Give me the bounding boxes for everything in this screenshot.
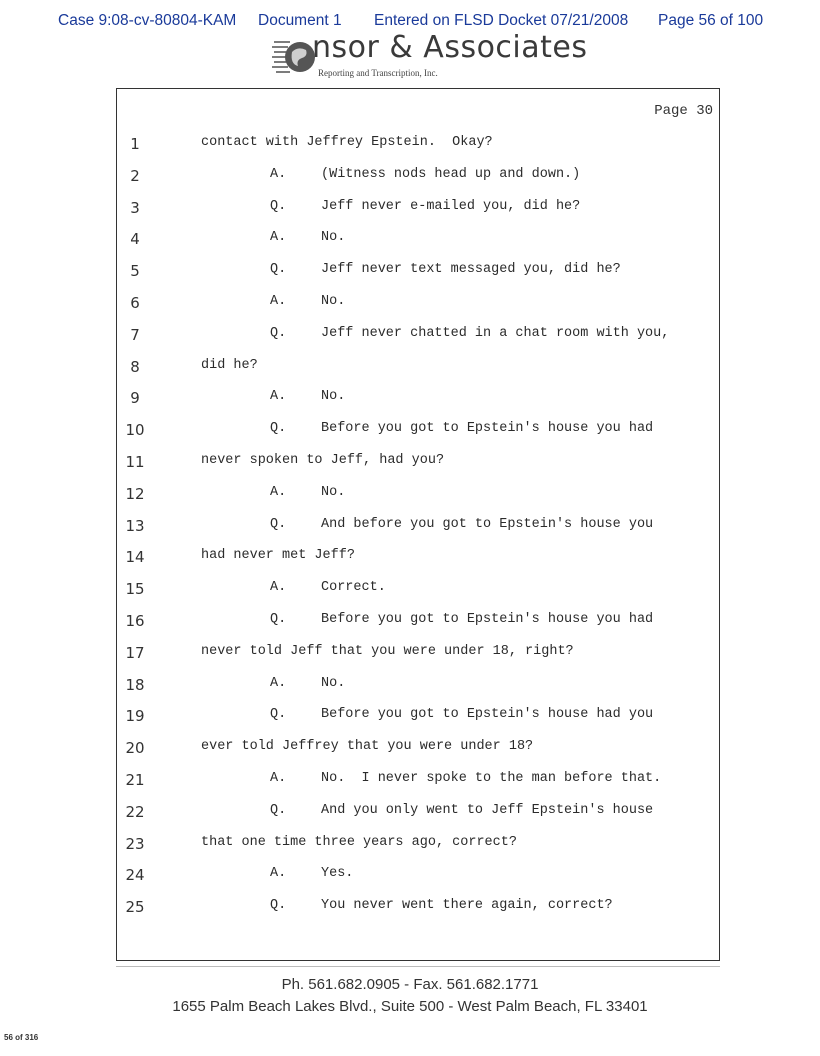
line-text: that one time three years ago, correct? [201, 834, 517, 850]
transcript-line [117, 580, 721, 600]
line-number: 1 [130, 135, 140, 153]
transcript-page-label: Page 30 [654, 103, 713, 119]
line-number: 15 [125, 580, 145, 599]
pdf-page-count: 56 of 316 [4, 1033, 39, 1042]
line-number: 13 [125, 516, 145, 535]
line-number: 11 [125, 453, 145, 471]
line-number: 14 [125, 548, 145, 567]
speaker-label: Q. [270, 198, 287, 214]
transcript-line [117, 262, 721, 282]
speaker-label: Q. [270, 898, 287, 914]
speaker-label: A. [270, 484, 287, 500]
speaker-label: A. [270, 675, 287, 691]
line-text: never told Jeff that you were under 18, right? [201, 643, 574, 659]
line-number: 3 [130, 198, 140, 217]
line-text: Yes. [321, 866, 354, 882]
line-text: Before you got to Epstein's house you had [321, 612, 654, 627]
transcript-line [117, 358, 721, 378]
company-tagline: Reporting and Transcription, Inc. [318, 68, 438, 78]
transcript-line [117, 485, 721, 505]
page-number: Page 56 of 100 [658, 12, 764, 29]
line-text: Correct. [321, 580, 386, 596]
transcript-line [117, 294, 721, 314]
speaker-label: A. [270, 389, 287, 405]
docket-entry: Entered on FLSD Docket 07/21/2008 [374, 12, 629, 29]
transcript-line [117, 135, 721, 155]
line-text: And you only went to Jeff Epstein's house [321, 802, 654, 818]
line-text: You never went there again, correct? [321, 898, 613, 914]
line-number: 5 [130, 262, 140, 281]
line-text: No. [321, 675, 346, 691]
transcript-line [117, 326, 721, 346]
speaker-label: A. [270, 166, 287, 182]
transcript-line [117, 517, 721, 537]
line-number: 23 [125, 834, 145, 853]
line-text: No. [321, 484, 346, 500]
transcript-line [117, 644, 721, 664]
page-footer [0, 974, 820, 1018]
speaker-label: Q. [270, 516, 287, 532]
speaker-label: A. [270, 771, 287, 786]
speaker-label: Q. [270, 262, 287, 278]
line-number: 16 [125, 612, 145, 630]
line-text: never spoken to Jeff, had you? [201, 453, 445, 468]
line-text: No. [321, 230, 346, 246]
line-number: 2 [130, 166, 140, 185]
speaker-label: A. [270, 580, 287, 596]
address: 1655 Palm Beach Lakes Blvd., Suite 500 - West Palm Beach, FL 33401 [172, 998, 648, 1015]
transcript-line [117, 707, 721, 727]
line-number: 19 [125, 707, 145, 726]
line-text: Jeff never text messaged you, did he? [321, 262, 621, 278]
line-number: 10 [125, 421, 145, 440]
line-number: 17 [125, 643, 145, 662]
transcript-line [117, 199, 721, 219]
company-name: nsor & Associates [312, 30, 588, 65]
document-number: Document 1 [258, 12, 342, 29]
transcript-line [117, 453, 721, 473]
line-number: 24 [125, 866, 145, 885]
transcript-line [117, 612, 721, 632]
transcript-line [117, 771, 721, 791]
transcript-line [117, 421, 721, 441]
line-number: 20 [125, 739, 145, 758]
transcript-line [117, 230, 721, 250]
transcript-line [117, 835, 721, 855]
line-number: 6 [130, 294, 140, 312]
line-text: No. [321, 389, 346, 405]
line-text: Before you got to Epstein's house had you [321, 707, 654, 723]
line-text: did he? [201, 357, 258, 373]
line-number: 21 [125, 771, 145, 789]
transcript-line [117, 548, 721, 568]
globe-icon [272, 34, 316, 78]
divider [116, 966, 720, 967]
speaker-label: Q. [270, 325, 287, 341]
line-text: (Witness nods head up and down.) [321, 166, 581, 182]
case-number: Case 9:08-cv-80804-KAM [58, 12, 237, 29]
line-number: 7 [130, 325, 140, 344]
transcript-line [117, 898, 721, 918]
line-number: 22 [125, 802, 145, 821]
speaker-label: A. [270, 230, 287, 246]
line-number: 18 [125, 675, 145, 694]
line-number: 8 [130, 357, 140, 376]
line-number: 4 [130, 230, 140, 249]
speaker-label: Q. [270, 612, 287, 627]
line-text: Jeff never chatted in a chat room with you, [321, 325, 670, 341]
transcript-line [117, 803, 721, 823]
line-number: 9 [130, 389, 140, 408]
line-text: And before you got to Epstein's house you [321, 516, 654, 532]
line-number: 12 [125, 484, 145, 503]
transcript-line [117, 389, 721, 409]
line-text: Jeff never e-mailed you, did he? [321, 198, 581, 214]
speaker-label: Q. [270, 421, 287, 437]
line-text: No. [321, 294, 346, 309]
line-text: No. I never spoke to the man before that. [321, 771, 662, 786]
line-text: contact with Jeffrey Epstein. Okay? [201, 135, 493, 150]
company-logo [250, 30, 590, 86]
contact-info: Ph. 561.682.0905 - Fax. 561.682.1771 [281, 976, 539, 993]
line-text: ever told Jeffrey that you were under 18? [201, 739, 534, 755]
line-text: Before you got to Epstein's house you had [321, 421, 654, 437]
speaker-label: Q. [270, 802, 287, 818]
speaker-label: A. [270, 866, 287, 882]
speaker-label: A. [270, 294, 287, 309]
line-number: 25 [125, 898, 145, 917]
transcript-page [116, 88, 720, 961]
transcript-line [117, 866, 721, 886]
transcript-line [117, 676, 721, 696]
line-text: had never met Jeff? [201, 548, 355, 564]
speaker-label: Q. [270, 707, 287, 723]
transcript-line [117, 739, 721, 759]
transcript-line [117, 167, 721, 187]
